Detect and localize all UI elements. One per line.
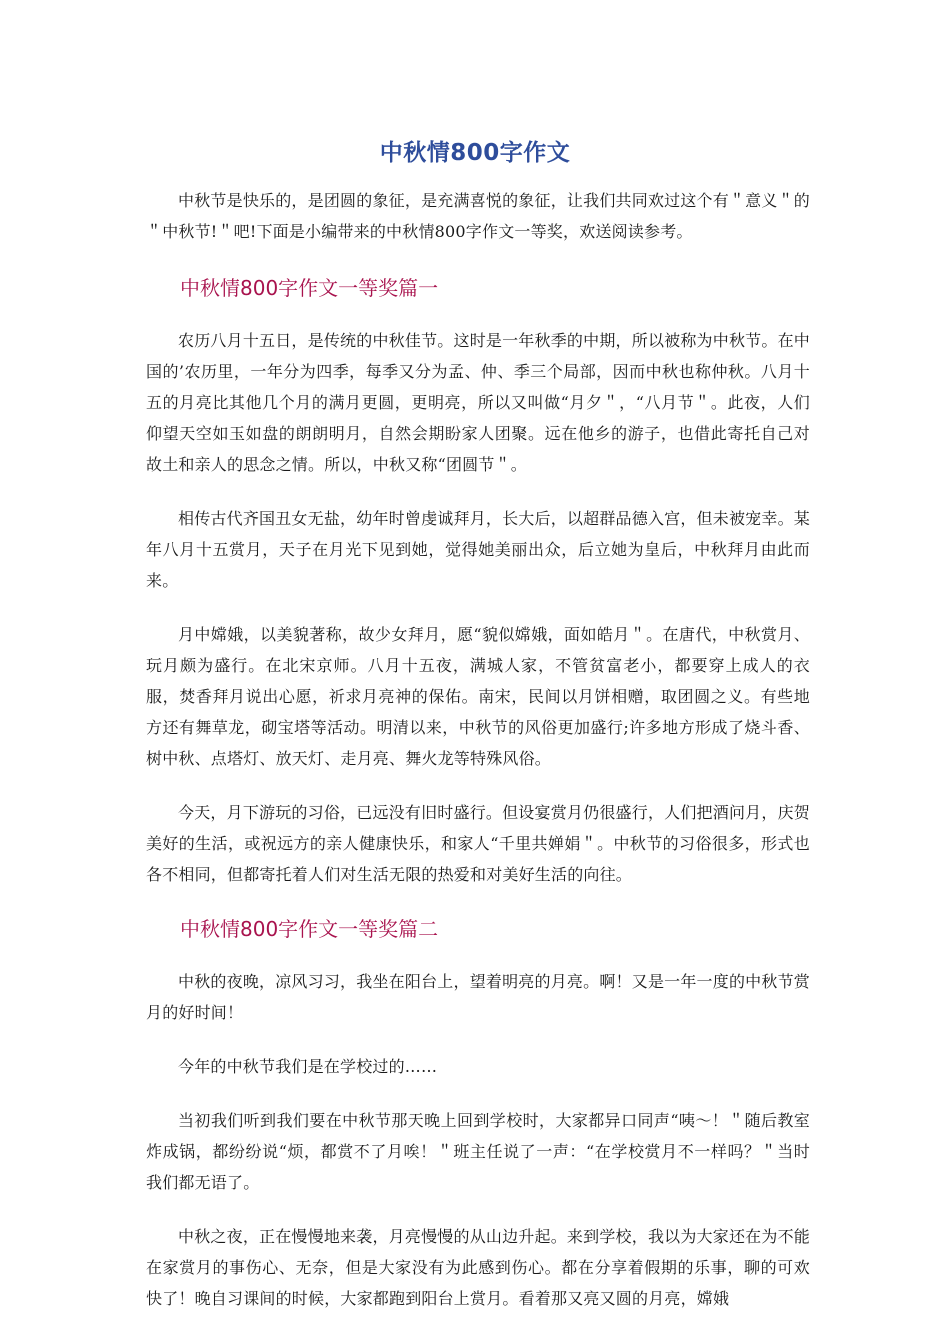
document-body <box>146 185 810 1337</box>
paragraph: 当初我们听到我们要在中秋节那天晚上回到学校时，大家都异口同声“咦～！＂随后教室炸成锅，都纷纷说“烦，都赏不了月唉！＂班主任说了一声：“在学校赏月不一样吗？＂当时我们都无语了。 <box>146 1111 810 1192</box>
paragraph: 今年的中秋节我们是在学校过的…… <box>178 1057 438 1076</box>
paragraph: 中秋的夜晚，凉风习习，我坐在阳台上，望着明亮的月亮。啊！又是一年一度的中秋节赏月的好时间！ <box>146 972 810 1022</box>
section-heading: 中秋情800字作文一等奖篇一 <box>180 276 439 300</box>
document-title: 中秋情800字作文 <box>379 140 571 166</box>
section-heading: 中秋情800字作文一等奖篇二 <box>180 917 439 941</box>
section-1 <box>146 273 810 890</box>
section-2 <box>146 914 810 1314</box>
paragraph: 农历八月十五日，是传统的中秋佳节。这时是一年秋季的中期，所以被称为中秋节。在中国的’农历里，一年分为四季，每季又分为孟、仲、季三个局部，因而中秋也称仲秋。八月十五的月亮比其他几个月的满月更圆，更明亮，所以又叫做“月夕＂，“八月节＂。此夜，人们仰望天空如玉如盘的朗朗明月，自然会期盼家人团聚。远在他乡的游子，也借此寄托自己对故土和亲人的思念之情。所以，中秋又称“团圆节＂。 <box>146 331 810 474</box>
paragraph: 月中嫦娥，以美貌著称，故少女拜月，愿“貌似嫦娥，面如皓月＂。在唐代，中秋赏月、玩月颇为盛行。在北宋京师。八月十五夜，满城人家，不管贫富老小，都要穿上成人的衣服，焚香拜月说出心愿，祈求月亮神的保佑。南宋，民间以月饼相赠，取团圆之义。有些地方还有舞草龙，砌宝塔等活动。明清以来，中秋节的风俗更加盛行;许多地方形成了烧斗香、树中秋、点塔灯、放天灯、走月亮、舞火龙等特殊风俗。 <box>146 625 810 768</box>
paragraph: 中秋之夜，正在慢慢地来袭，月亮慢慢的从山边升起。来到学校，我以为大家还在为不能在家赏月的事伤心、无奈，但是大家没有为此感到伤心。都在分享着假期的乐事，聊的可欢快了！晚自习课间的时候，大家都跑到阳台上赏月。看着那又亮又圆的月亮，嫦娥 <box>146 1227 810 1308</box>
intro-paragraph: 中秋节是快乐的，是团圆的象征，是充满喜悦的象征，让我们共同欢过这个有＂意义＂的＂中秋节!＂吧!下面是小编带来的中秋情800字作文一等奖，欢送阅读参考。 <box>146 191 810 241</box>
paragraph: 今天，月下游玩的习俗，已远没有旧时盛行。但设宴赏月仍很盛行，人们把酒问月，庆贺美好的生活，或祝远方的亲人健康快乐，和家人“千里共婵娟＂。中秋节的习俗很多，形式也各不相同，但都寄托着人们对生活无限的热爱和对美好生活的向往。 <box>146 803 810 884</box>
paragraph: 相传古代齐国丑女无盐，幼年时曾虔诚拜月，长大后，以超群品德入宫，但未被宠幸。某年八月十五赏月，天子在月光下见到她，觉得她美丽出众，后立她为皇后，中秋拜月由此而来。 <box>146 509 810 590</box>
